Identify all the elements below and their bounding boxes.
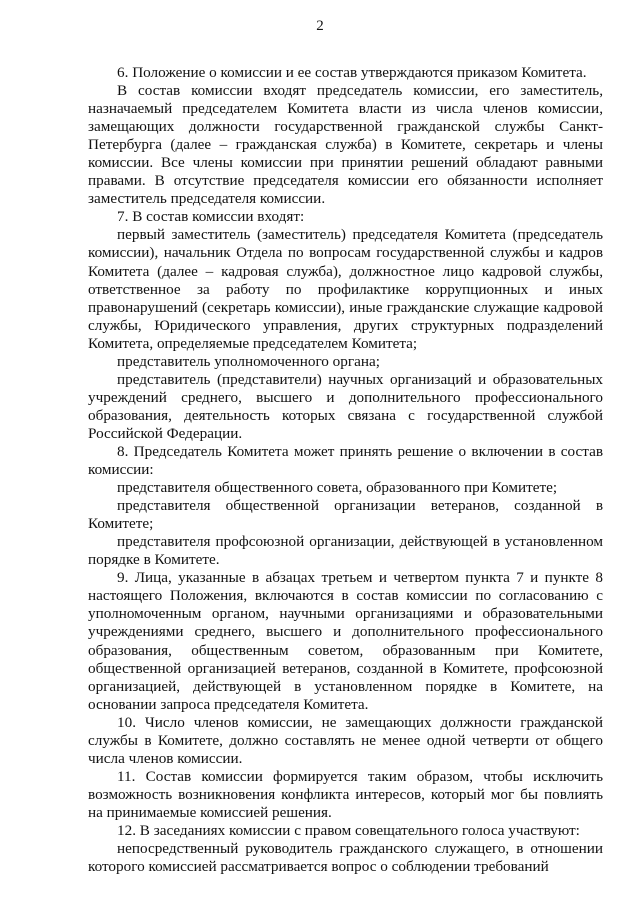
paragraph-7-members: первый заместитель (заместитель) председателя Комитета (председатель комиссии), начальник Отдела по вопросам государственной службы и кадров Комитета (далее – кадровая служба), должностное лицо кадровой службы, ответственное за работу по профилактике коррупционных и иных правонарушений (секретарь комиссии), иные гражданские служащие кадровой службы, Юридического управления, других структурных подразделений Комитета, определяемые председателем Комитета; <box>88 226 603 352</box>
paragraph-9-agreement: 9. Лица, указанные в абзацах третьем и четвертом пункта 7 и пункте 8 настоящего Положения, включаются в состав комиссии по согласованию с уполномоченным органом, научными организациями и образовательными учреждениями среднего, высшего и дополнительного профессионального образования, общественным советом, образованным при Комитете, общественной организацией ветеранов, созданной в Комитете, профсоюзной организацией, действующей в установленном порядке в Комитете, на основании запроса председателя Комитета. <box>88 569 603 713</box>
paragraph-11-conflict-of-interest: 11. Состав комиссии формируется таким образом, чтобы исключить возможность возникновения конфликта интересов, который мог бы повлиять на принимаемые комиссией решения. <box>88 767 603 821</box>
paragraph-7-scientific-reps: представитель (представители) научных организаций и образовательных учреждений среднего, высшего и дополнительного профессионального образования, деятельность которых связана с государственной службой Российской Федерации. <box>88 370 603 442</box>
paragraph-7-heading: 7. В состав комиссии входят: <box>117 208 305 226</box>
paragraph-8-veterans: представителя общественной организации ветеранов, созданной в Комитете; <box>88 497 603 533</box>
paragraph-12-heading: 12. В заседаниях комиссии с правом совещательного голоса участвуют: <box>117 821 580 839</box>
paragraph-7-authorized-body: представитель уполномоченного органа; <box>117 352 380 370</box>
paragraph-8-heading: 8. Председатель Комитета может принять решение о включении в состав комиссии: <box>88 442 603 479</box>
page-number: 2 <box>316 18 324 34</box>
paragraph-8-trade-union: представителя профсоюзной организации, действующей в установленном порядке в Комитете. <box>88 533 603 569</box>
paragraph-6-commission-approval: 6. Положение о комиссии и ее состав утверждаются приказом Комитета. <box>117 64 587 81</box>
paragraph-8-public-council: представителя общественного совета, образованного при Комитете; <box>117 479 558 497</box>
document-body <box>88 64 603 876</box>
paragraph-10-member-count: 10. Число членов комиссии, не замещающих должности гражданской службы в Комитете, должно составлять не менее одной четверти от общего числа членов комиссии. <box>88 713 603 767</box>
paragraph-commission-composition: В состав комиссии входят председатель комиссии, его заместитель, назначаемый председателем Комитета власти из числа членов комиссии, замещающих должности государственной гражданской службы Санкт-Петербурга (далее – гражданская служба) в Комитете, секретарь и члены комиссии. Все члены комиссии при принятии решений обладают равными правами. В отсутствие председателя комиссии его обязанности исполняет заместитель председателя комиссии. <box>88 82 603 208</box>
paragraph-12-direct-supervisor: непосредственный руководитель гражданского служащего, в отношении которого комиссией рассматривается вопрос о соблюдении требований <box>88 840 603 876</box>
